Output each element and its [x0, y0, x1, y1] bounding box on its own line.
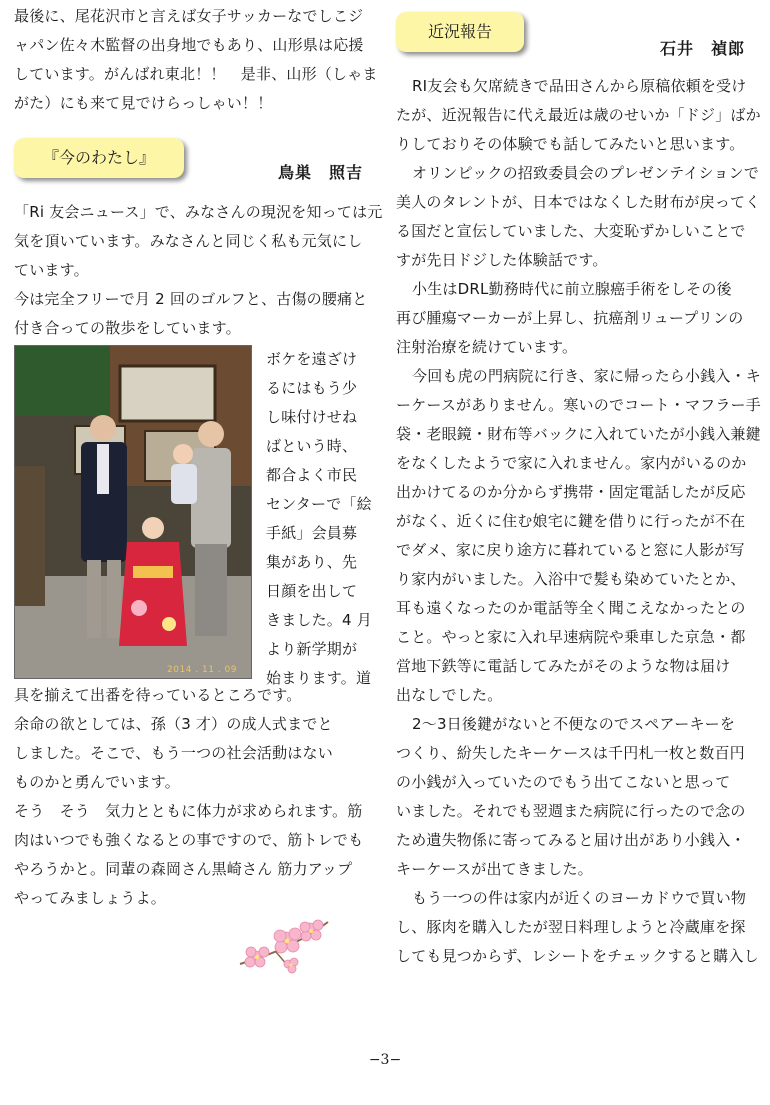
report-line: 注射治療を続けています。: [396, 338, 578, 356]
report-line: オリンピックの招致委員会のプレゼンテイションで: [412, 164, 760, 182]
section-line: やってみましょうよ。: [14, 889, 167, 907]
report-line: 2～3日後鍵がないと不便なのでスペアーキーを: [412, 715, 736, 733]
report-line: し、豚肉を購入したが翌日料理しようと冷蔵庫を探: [396, 918, 746, 936]
report-line: でダメ、家に戻り途方に暮れていると窓に人影が写: [396, 541, 745, 559]
section-line: やろうかと。同輩の森岡さん黒崎さん 筋力アップ: [14, 860, 353, 878]
photo-block: [14, 345, 370, 693]
report-author: 石井 禎郎: [660, 39, 746, 58]
left-column: [14, 0, 383, 913]
photo-side-line: ボケを遠ざけ: [266, 350, 358, 368]
report-line: り家内がいました。入浴中で髪も染めていたとか、: [396, 570, 746, 588]
report-line: 耳も遠くなったのか電話等全く聞こえなかったとの: [396, 599, 746, 617]
report-line: をなくしたようで家に入れません。家内がいるのか: [396, 454, 747, 472]
report-line: もう一つの件は家内が近くのヨーカドウで買い物: [412, 889, 747, 907]
photo-side-line: 都合よく市民: [266, 466, 358, 484]
report-line: たが、近況報告に代え最近は歳のせいか「ドジ」ばか: [396, 106, 761, 124]
section-line: しました。そこで、もう一つの社会活動はない: [14, 744, 333, 762]
intro-line: ャパン佐々木監督の出身地でもあり、山形県は応援: [14, 36, 364, 54]
intro-line: がた）にも来て見でけらっしゃい！！: [14, 94, 273, 112]
photo-side-line: より新学期が: [266, 640, 358, 658]
intro-paragraph: [14, 2, 378, 118]
section-line: そう そう 気力とともに体力が求められます。筋: [14, 802, 363, 820]
report-line: RI友会も欠席続きで品田さんから原稿依頼を受け: [412, 77, 747, 95]
photo-side-line: るにはもう少: [266, 379, 358, 397]
report-line: 小生はDRL勤務時代に前立腺癌手術をしその後: [412, 280, 732, 298]
section-line: ものかと勇んでいます。: [14, 773, 181, 791]
right-column: [396, 0, 762, 971]
section-line: 今は完全フリーで月 2 回のゴルフと、古傷の腰痛と: [14, 290, 368, 308]
section-intro-paragraph: [14, 198, 383, 343]
photo-side-line: 集があり、先: [266, 553, 358, 571]
section-closing-paragraph: [14, 681, 370, 913]
section-line: 付き合っての散歩をしています。: [14, 319, 241, 337]
photo-side-line: きました。4 月: [266, 611, 372, 629]
section-line: 肉はいつでも強くなるとの事ですので、筋トレでも: [14, 831, 364, 849]
section-line: 気を頂いています。みなさんと同じく私も元気にし: [14, 232, 363, 250]
report-line: キーケースが出てきました。: [396, 860, 593, 878]
cherry-blossom-illustration: [236, 916, 332, 976]
report-line: ーケースがありません。寒いのでコート・マフラー手: [396, 396, 761, 414]
photo-side-line: センターで「絵: [266, 495, 372, 513]
section-line: 「Ri 友会ニュース」で、みなさんの現況を知っては元: [14, 203, 383, 221]
report-body: [396, 72, 762, 971]
report-line: 出かけてるのか分からず携帯・固定電話したが反応: [396, 483, 746, 501]
section-line: ています。: [14, 261, 89, 279]
report-line: すが先日ドジした体験話です。: [396, 251, 608, 269]
report-line: いました。それでも翌週また病院に行ったので念の: [396, 802, 746, 820]
report-line: 営地下鉄等に電話してみたがそのような物は届け: [396, 657, 731, 675]
photo-side-line: 始まります。道: [266, 669, 372, 687]
section-heading-row: [14, 138, 370, 198]
report-line: の小銭が入っていたのでもう出てこないと思って: [396, 773, 731, 791]
section-line: 余命の欲としては、孫（3 才）の成人式までと: [14, 715, 333, 733]
report-line: 出なしでした。: [396, 686, 503, 704]
section-title: 『今のわたし』: [14, 138, 184, 178]
page-number: −3−: [368, 1052, 402, 1068]
report-heading-row: [396, 0, 756, 70]
report-line: ため遺失物係に寄ってみると届け出があり小銭入・: [396, 831, 746, 849]
family-photo: [14, 345, 252, 679]
report-line: 今回も虎の門病院に行き、家に帰ったら小銭入・キ: [412, 367, 762, 385]
section-line: 具を揃えて出番を待っているところです。: [14, 686, 302, 704]
report-line: 再び腫瘍マーカーが上昇し、抗癌剤リュープリンの: [396, 309, 744, 327]
photo-side-line: 日顔を出して: [266, 582, 358, 600]
section-author: 鳥巣 照吉: [278, 163, 364, 182]
report-line: がなく、近くに住む娘宅に鍵を借りに行ったが不在: [396, 512, 746, 530]
photo-side-line: し味付けせね: [266, 408, 358, 426]
report-line: る国だと宣伝していました、大変恥ずかしいことで: [396, 222, 746, 240]
family-photo-image: [15, 346, 252, 679]
photo-date-stamp: 2014 . 11 . 09: [167, 665, 237, 675]
report-line: つくり、紛失したキーケースは千円札一枚と数百円: [396, 744, 745, 762]
report-line: りしておりその体験でも話してみたいと思います。: [396, 135, 745, 153]
report-line: 袋・老眼鏡・財布等バックに入れていたが小銭入兼鍵: [396, 425, 761, 443]
photo-side-line: ばという時、: [266, 437, 358, 455]
intro-line: 最後に、尾花沢市と言えば女子サッカーなでしこジ: [14, 7, 364, 25]
report-line: しても見つからず、レシートをチェックすると購入し: [396, 947, 759, 965]
intro-line: しています。がんばれ東北！！ 是非、山形（しゃま: [14, 65, 378, 83]
photo-side-text: [266, 345, 372, 693]
report-line: こと。やっと家に入れ早速病院や乗車した京急・都: [396, 628, 746, 646]
report-title: 近況報告: [396, 12, 524, 52]
report-line: 美人のタレントが、日本ではなくした財布が戻ってく: [396, 193, 761, 211]
photo-side-line: 手紙」会員募: [266, 524, 358, 542]
